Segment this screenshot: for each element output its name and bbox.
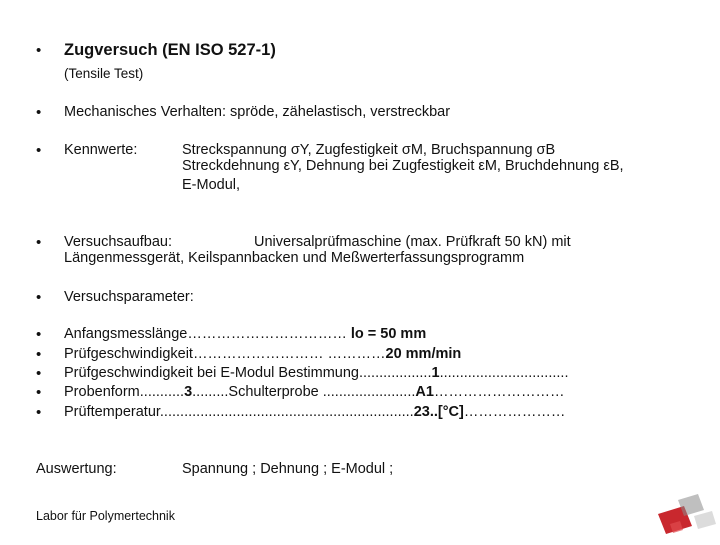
param-anfangsmesslaenge bbox=[64, 326, 426, 343]
verhalten-text: Mechanisches Verhalten: spröde, zähelastisch, verstreckbar bbox=[64, 104, 451, 120]
kennwerte-line-2: Streckdehnung εY, Dehnung bei Zugfestigkeit εM, Bruchdehnung εB, bbox=[182, 158, 624, 174]
kennwerte-label: Kennwerte: bbox=[64, 142, 138, 158]
university-logo bbox=[650, 478, 720, 540]
param-value: 1 bbox=[431, 365, 440, 381]
param-value: lo = 50 mm bbox=[350, 326, 427, 342]
bullet-kennwerte: • bbox=[36, 142, 42, 159]
footer-lab-name: Labor für Polymertechnik bbox=[36, 509, 175, 523]
param-label-2: .........Schulterprobe ....................... bbox=[192, 384, 416, 400]
param-tail: ………………… bbox=[463, 404, 566, 420]
bullet-param-1: • bbox=[36, 326, 42, 343]
param-value: 3 bbox=[184, 384, 193, 400]
bullet-aufbau: • bbox=[36, 234, 42, 251]
param-emodul bbox=[64, 365, 568, 382]
title-bullet: • bbox=[36, 42, 42, 59]
bullet-param-3: • bbox=[36, 365, 42, 382]
param-tail: ................................ bbox=[439, 365, 569, 381]
page-subtitle: (Tensile Test) bbox=[64, 66, 144, 81]
param-value-2: A1 bbox=[415, 384, 434, 400]
param-value: 23..[°C] bbox=[413, 404, 464, 420]
logo-icon bbox=[650, 478, 720, 540]
aufbau-line-1: Universalprüfmaschine (max. Prüfkraft 50 kN) mit bbox=[254, 234, 571, 250]
param-label: Prüftemperatur............................................................... bbox=[64, 404, 414, 420]
param-value: 20 mm/min bbox=[385, 346, 462, 362]
bullet-parameter: • bbox=[36, 289, 42, 306]
param-label: Anfangsmesslänge…………………………… bbox=[64, 326, 351, 342]
auswertung-items: Spannung ; Dehnung ; E-Modul ; bbox=[182, 461, 394, 477]
param-label: Prüfgeschwindigkeit……………………… ………… bbox=[64, 346, 386, 362]
kennwerte-line-3: E-Modul, bbox=[182, 177, 241, 193]
param-temperatur bbox=[64, 404, 565, 421]
bullet-verhalten: • bbox=[36, 104, 42, 121]
parameter-heading: Versuchsparameter: bbox=[64, 289, 194, 305]
param-tail: ……………………… bbox=[433, 384, 565, 400]
aufbau-label: Versuchsaufbau: bbox=[64, 234, 173, 250]
param-pruefgeschwindigkeit bbox=[64, 346, 461, 363]
param-probenform bbox=[64, 384, 564, 401]
aufbau-line-2: Längenmessgerät, Keilspannbacken und Meßwerterfassungsprogramm bbox=[64, 250, 525, 266]
bullet-param-5: • bbox=[36, 404, 42, 421]
bullet-param-2: • bbox=[36, 346, 42, 363]
auswertung-label: Auswertung: bbox=[36, 461, 117, 477]
bullet-param-4: • bbox=[36, 384, 42, 401]
kennwerte-line-1: Streckspannung σY, Zugfestigkeit σM, Bruchspannung σB bbox=[182, 142, 556, 158]
page-title: Zugversuch (EN ISO 527-1) bbox=[64, 41, 276, 59]
param-label: Probenform........... bbox=[64, 384, 185, 400]
param-label: Prüfgeschwindigkeit bei E-Modul Bestimmung.................. bbox=[64, 365, 432, 381]
